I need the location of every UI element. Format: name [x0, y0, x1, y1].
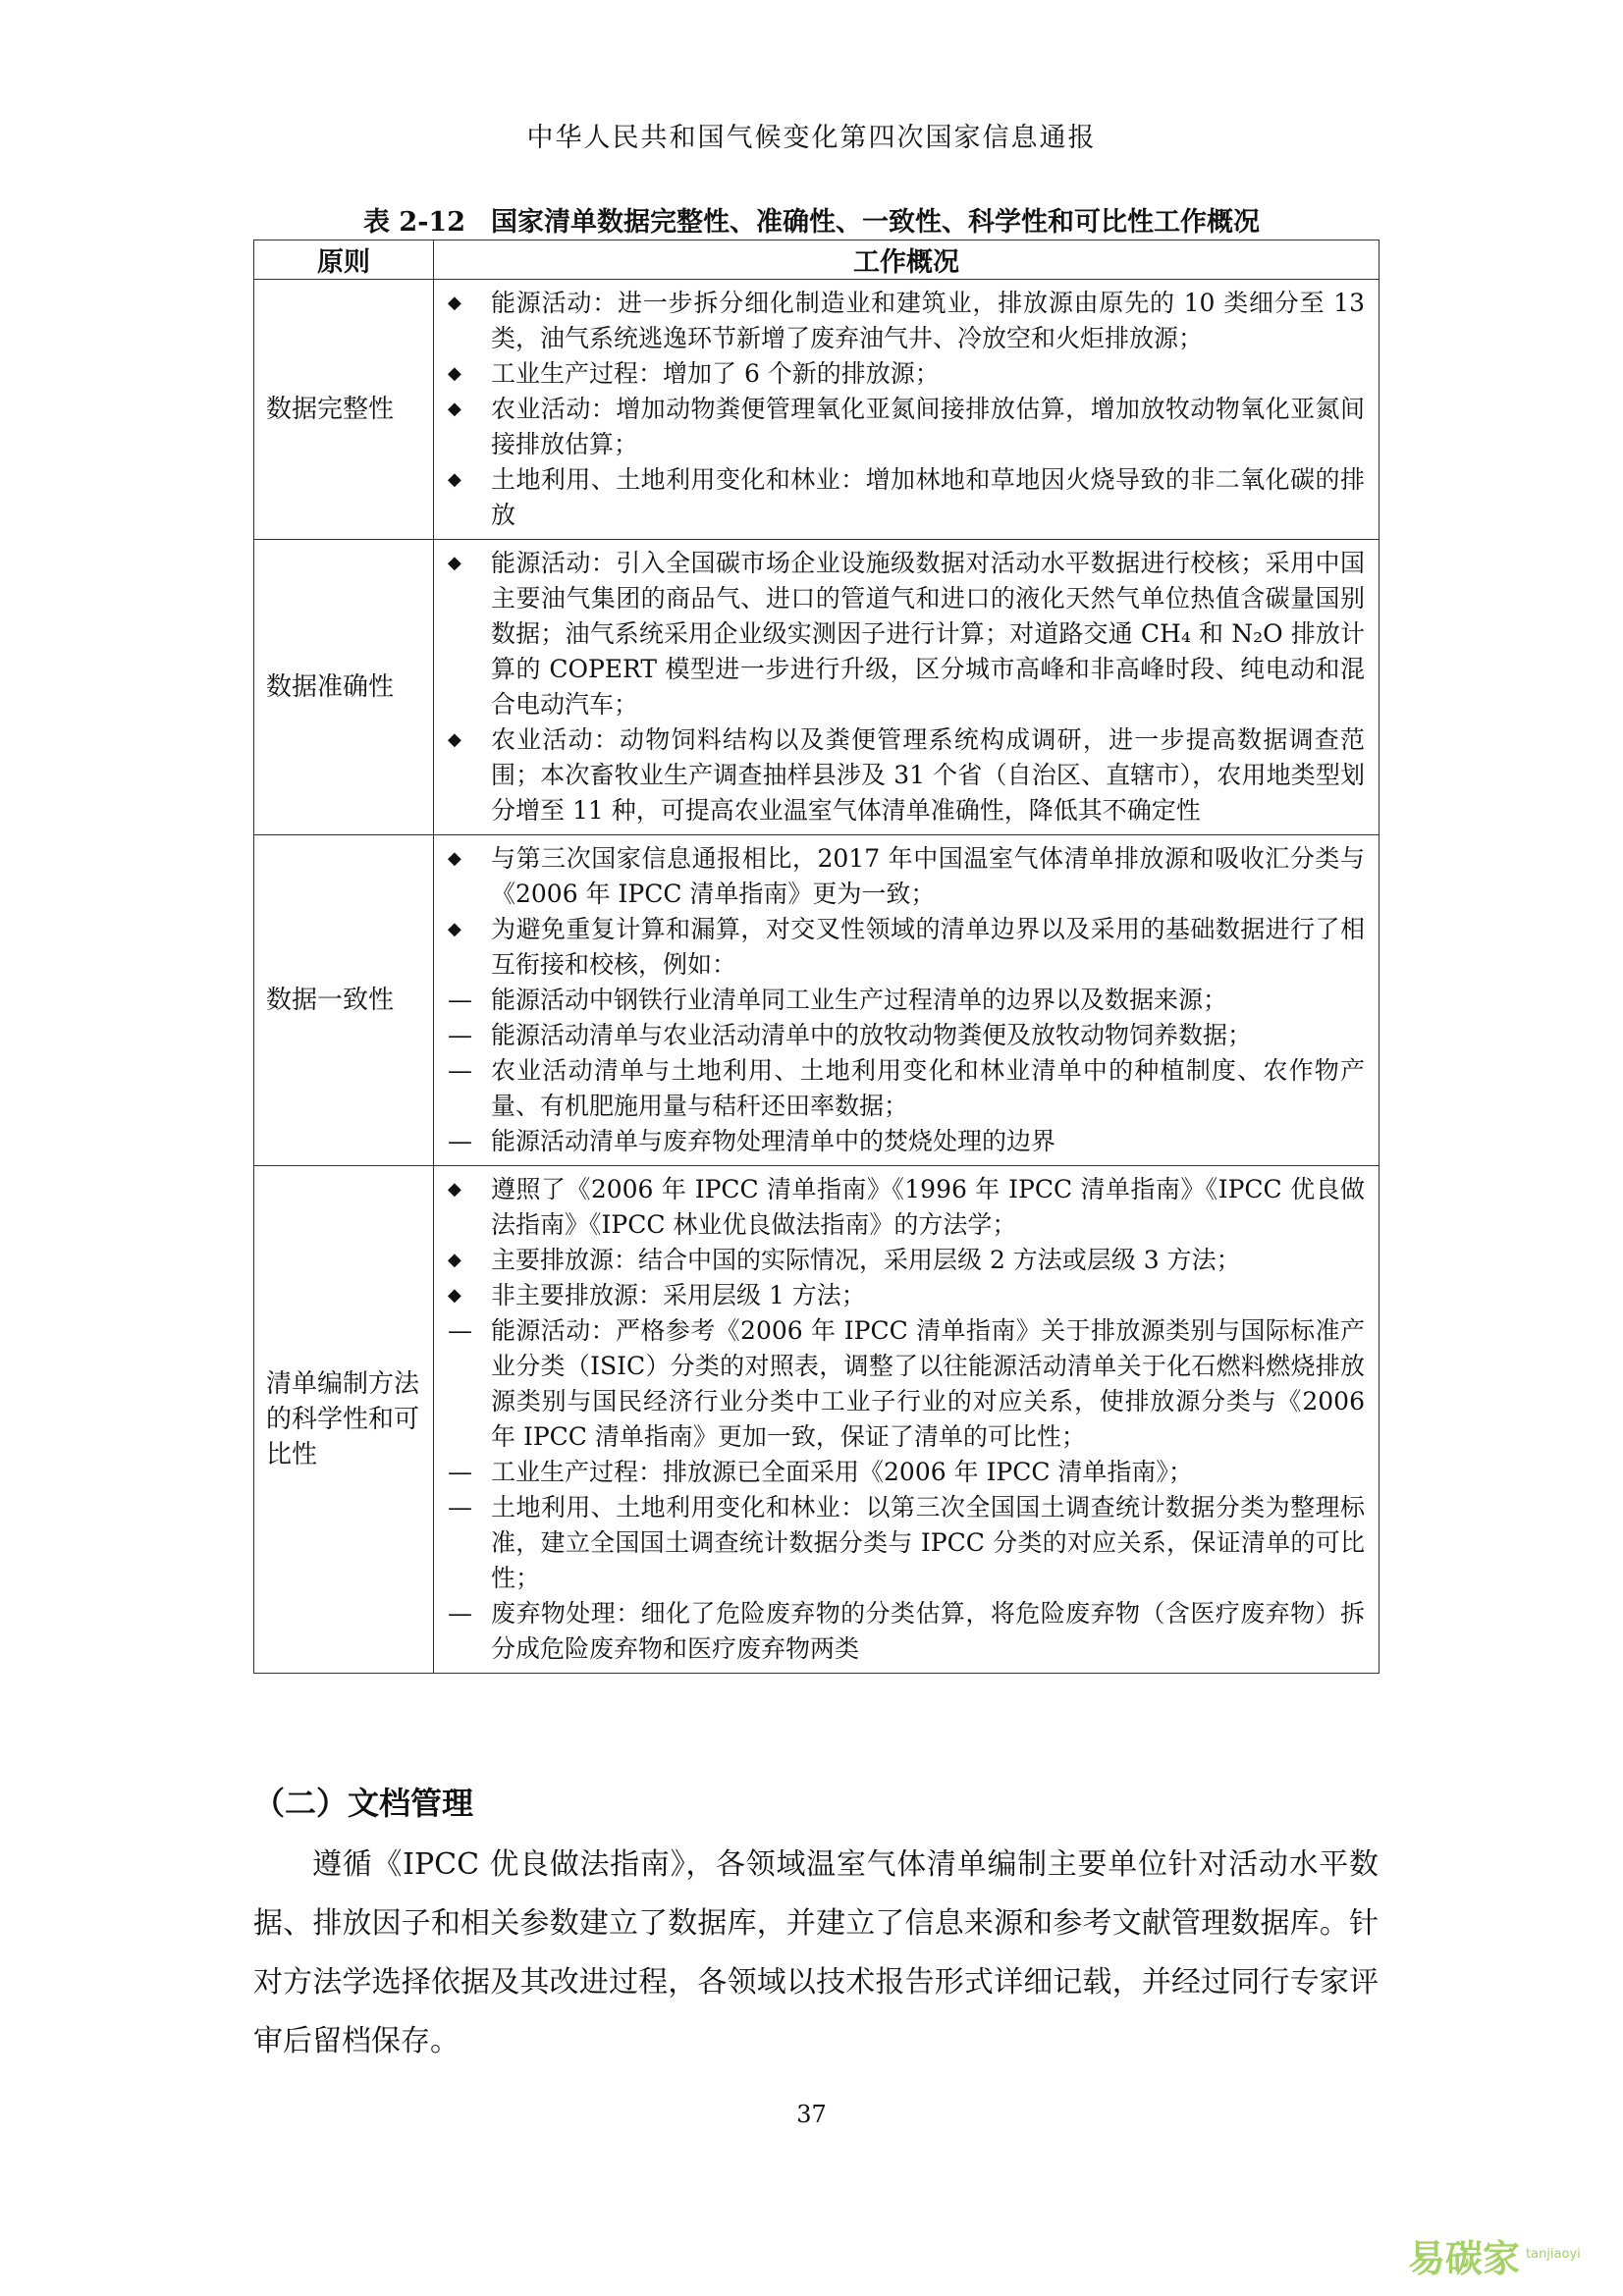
dash-marker-icon: —: [448, 1493, 472, 1522]
list-item: [448, 1278, 1365, 1313]
list-item: [448, 1490, 1365, 1596]
table-body: [254, 280, 1380, 1674]
list-item-text: 废弃物处理：细化了危险废弃物的分类估算，将危险废弃物（含医疗废弃物）拆分成危险废弃物和医疗废弃物两类: [491, 1599, 1365, 1663]
list-item-text: 能源活动：引入全国碳市场企业设施级数据对活动水平数据进行校核；采用中国主要油气集团的商品气、进口的管道气和进口的液化天然气单位热值含碳量国别数据；油气系统采用企业级实测因子进行计算；对道路交通 CH₄ 和 N₂O 排放计算的 COPERT 模型进一步进行升级，区分城市高峰和非高峰时段、纯电动和混合电动汽车；: [491, 549, 1365, 719]
list-item: [448, 841, 1365, 912]
list-item: [448, 392, 1365, 462]
dash-marker-icon: —: [448, 1127, 472, 1155]
diamond-bullet-icon: ◆: [448, 729, 461, 750]
running-header: 中华人民共和国气候变化第四次国家信息通报: [526, 123, 1097, 153]
principle-cell: 数据准确性: [254, 540, 434, 835]
table-caption-title: 国家清单数据完整性、准确性、一致性、科学性和可比性工作概况: [490, 207, 1260, 238]
table-row: [254, 835, 1380, 1166]
diamond-bullet-icon: ◆: [448, 469, 461, 490]
body-paragraph: 遵循《IPCC 优良做法指南》，各领域温室气体清单编制主要单位针对活动水平数据、排放因子和相关参数建立了数据库，并建立了信息来源和参考文献管理数据库。针对方法学选择依据及其改进过程，各领域以技术报告形式详细记载，并经过同行专家评审后留档保存。: [253, 1847, 1379, 2058]
list-item-text: 土地利用、土地利用变化和林业：以第三次全国国土调查统计数据分类为整理标准，建立全国国土调查统计数据分类与 IPCC 分类的对应关系，保证清单的可比性；: [491, 1493, 1365, 1592]
list-item-text: 农业活动清单与土地利用、土地利用变化和林业清单中的种植制度、农作物产量、有机肥施用量与秸秆还田率数据；: [491, 1056, 1365, 1120]
table-row: [254, 280, 1380, 540]
list-item: [448, 546, 1365, 722]
list-item: [448, 1455, 1365, 1490]
diamond-bullet-icon: ◆: [448, 293, 461, 313]
table-row: [254, 540, 1380, 835]
column-header-principle: 原则: [254, 240, 434, 280]
list-item: [448, 286, 1365, 356]
list-item-text: 工业生产过程：增加了 6 个新的排放源；: [491, 359, 940, 388]
list-item: [448, 1053, 1365, 1124]
list-item-text: 能源活动清单与农业活动清单中的放牧动物粪便及放牧动物饲养数据；: [491, 1021, 1253, 1049]
list-item: [448, 1018, 1365, 1053]
table-header-row: [254, 240, 1380, 280]
list-item-text: 与第三次国家信息通报相比，2017 年中国温室气体清单排放源和吸收汇分类与《2006 年 IPCC 清单指南》更为一致；: [491, 844, 1365, 908]
watermark-domain-text: tanjiaoyi: [1526, 2247, 1581, 2262]
list-item: [448, 1313, 1365, 1455]
list-item-text: 工业生产过程：排放源已全面采用《2006 年 IPCC 清单指南》；: [491, 1458, 1193, 1486]
list-item-text: 遵照了《2006 年 IPCC 清单指南》《1996 年 IPCC 清单指南》《IPCC 优良做法指南》《IPCC 林业优良做法指南》的方法学；: [491, 1175, 1365, 1239]
principle-cell: 数据完整性: [254, 280, 434, 540]
principle-cell: 数据一致性: [254, 835, 434, 1166]
list-item-text: 能源活动：严格参考《2006 年 IPCC 清单指南》关于排放源类别与国际标准产业分类（ISIC）分类的对照表，调整了以往能源活动清单关于化石燃料燃烧排放源类别与国民经济行业分类中工业子行业的对应关系，使排放源分类与《2006 年 IPCC 清单指南》更加一致，保证了清单的可比性；: [491, 1316, 1365, 1451]
list-item: [448, 983, 1365, 1018]
diamond-bullet-icon: ◆: [448, 1285, 461, 1306]
summary-table: [253, 240, 1380, 1674]
dash-marker-icon: —: [448, 1056, 472, 1085]
column-header-overview: 工作概况: [434, 240, 1380, 280]
overview-cell: [434, 835, 1380, 1166]
overview-cell: [434, 540, 1380, 835]
principle-cell: 清单编制方法的科学性和可比性: [254, 1166, 434, 1674]
list-item-text: 为避免重复计算和漏算，对交叉性领域的清单边界以及采用的基础数据进行了相互衔接和校核，例如：: [491, 915, 1365, 979]
overview-cell: [434, 1166, 1380, 1674]
dash-marker-icon: —: [448, 1021, 472, 1049]
list-item-text: 主要排放源：结合中国的实际情况，采用层级 2 方法或层级 3 方法；: [491, 1246, 1241, 1274]
list-item: [448, 1243, 1365, 1278]
watermark-logo-graphic: [1404, 2228, 1610, 2287]
watermark-logo-text: 易碳家: [1408, 2237, 1521, 2280]
diamond-bullet-icon: ◆: [448, 553, 461, 573]
diamond-bullet-icon: ◆: [448, 848, 461, 869]
list-item-text: 土地利用、土地利用变化和林业：增加林地和草地因火烧导致的非二氧化碳的排放: [491, 465, 1365, 529]
page-number: 37: [796, 2101, 827, 2128]
list-item-text: 能源活动清单与废弃物处理清单中的焚烧处理的边界: [491, 1127, 1056, 1155]
list-item-text: 非主要排放源：采用层级 1 方法；: [491, 1281, 866, 1309]
diamond-bullet-icon: ◆: [448, 363, 461, 384]
table-row: [254, 1166, 1380, 1674]
table-caption-number: 表 2-12: [363, 207, 465, 238]
section-heading: （二）文档管理: [253, 1785, 474, 1822]
list-item-text: 能源活动：进一步拆分细化制造业和建筑业，排放源由原先的 10 类细分至 13 类，油气系统逃逸环节新增了废弃油气井、冷放空和火炬排放源；: [491, 289, 1365, 352]
diamond-bullet-icon: ◆: [448, 399, 461, 419]
list-item: [448, 356, 1365, 392]
list-item-text: 农业活动：动物饲料结构以及粪便管理系统构成调研，进一步提高数据调查范围；本次畜牧业生产调查抽样县涉及 31 个省（自治区、直辖市），农用地类型划分增至 11 种，可提高农业温室气体清单准确性，降低其不确定性: [491, 725, 1365, 825]
list-item: [448, 1124, 1365, 1159]
list-item: [448, 1172, 1365, 1243]
overview-cell: [434, 280, 1380, 540]
diamond-bullet-icon: ◆: [448, 1250, 461, 1270]
list-item: [448, 462, 1365, 533]
list-item: [448, 1596, 1365, 1667]
list-item: [448, 722, 1365, 828]
diamond-bullet-icon: ◆: [448, 919, 461, 939]
diamond-bullet-icon: ◆: [448, 1179, 461, 1200]
dash-marker-icon: —: [448, 986, 472, 1014]
dash-marker-icon: —: [448, 1599, 472, 1628]
table-caption: [0, 200, 1623, 239]
list-item: [448, 912, 1365, 983]
list-item-text: 农业活动：增加动物粪便管理氧化亚氮间接排放估算，增加放牧动物氧化亚氮间接排放估算；: [491, 395, 1365, 458]
dash-marker-icon: —: [448, 1316, 472, 1345]
list-item-text: 能源活动中钢铁行业清单同工业生产过程清单的边界以及数据来源；: [491, 986, 1228, 1014]
watermark-logo: [1404, 2228, 1610, 2287]
dash-marker-icon: —: [448, 1458, 472, 1486]
